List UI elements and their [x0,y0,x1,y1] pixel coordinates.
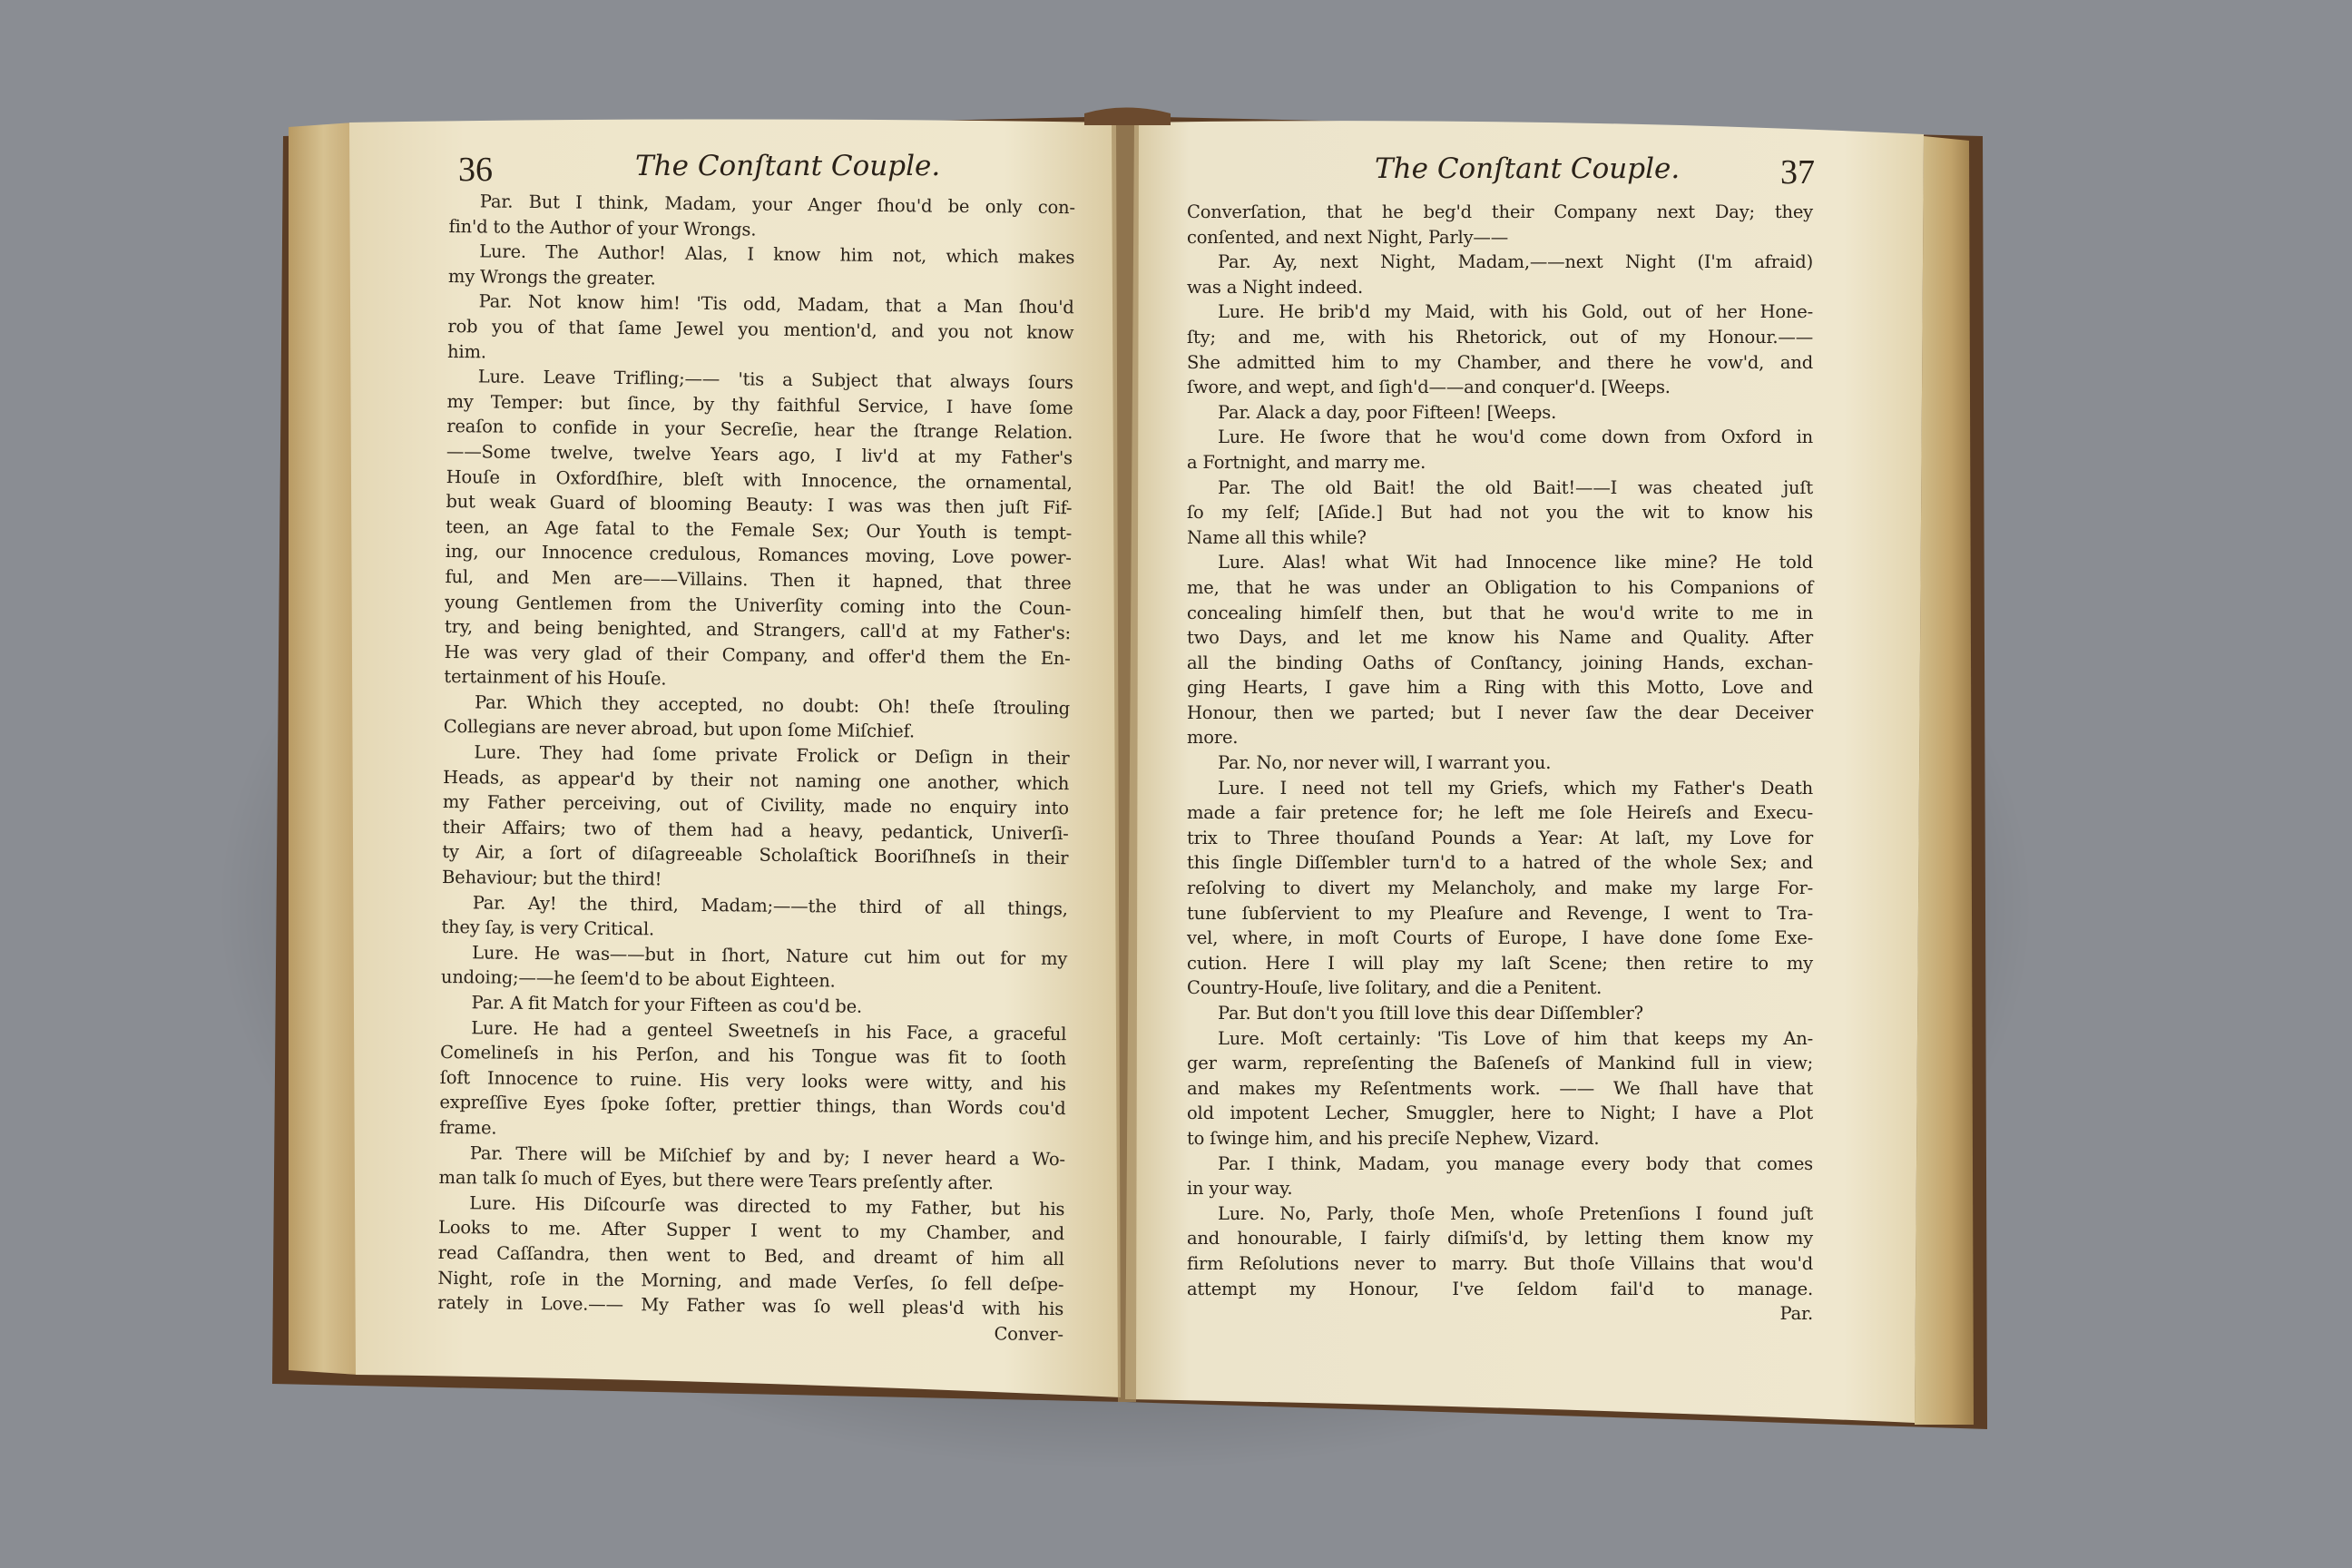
text-line: concealing himſelf then, but that he wou'd write to me in [1187,602,1813,623]
text-line: man talk ſo much of Eyes, but there were Tears preſently after. [438,1167,995,1194]
text-line: their Affairs; two of them had a heavy, pedantick, Univerſi- [442,816,1069,845]
text-line: conſented, and next Night, Parly—— [1187,226,1509,248]
text-line: him. [447,340,486,362]
text-line: Houſe in Oxfordſhire, bleſt with Innocence, the ornamental, [446,466,1073,494]
text-line: expreſſive Eyes ſpoke ſofter, prettier things, than Words cou'd [439,1092,1066,1120]
text-line: old impotent Lecher, Smuggler, here to Night; I have a Plot [1187,1102,1813,1124]
text-line: ſoft Innocence to ruine. His very looks were witty, and his [439,1066,1066,1094]
page-number: 37 [1780,153,1815,191]
right-page-text [1187,200,1813,1327]
text-line: and makes my Reſentments work. —— We ſhall have that [1187,1077,1813,1099]
text-line: and honourable, I fairly diſmiſs'd, by letting them know my [1187,1228,1813,1250]
text-line: young Gentlemen from the Univerſity coming into the Coun- [445,591,1072,619]
left-page-stack [289,122,358,1375]
text-line: Par. But I think, Madam, your Anger ſhou'd be only con- [479,191,1075,219]
text-line: tune ſubſervient to my Pleaſure and Revenge, I went to Tra- [1187,902,1813,924]
text-line: Lure. Moſt certainly: 'Tis Love of him that keeps my An- [1218,1027,1813,1049]
text-line: more. [1187,727,1239,749]
text-line: Par. A fit Match for your Fifteen as cou'd be. [471,992,863,1017]
text-line: two Days, and let me know his Name and Quality. After [1187,627,1813,649]
text-line: Par. [1779,1303,1813,1325]
text-line: Par. The old Bait! the old Bait!——I was cheated juſt [1218,476,1813,498]
text-line: cution. Here I will play my laſt Scene; then retire to my [1187,952,1813,974]
text-line: ——Some twelve, twelve Years ago, I liv'd at my Father's [446,440,1073,469]
text-line: they ſay, is very Critical. [441,916,655,940]
text-line: Par. There will be Miſchief by and by; I never heard a Wo- [469,1142,1065,1170]
text-line: Par. Ay, next Night, Madam,——next Night (I'm afraid) [1218,251,1813,273]
text-line: read Caſſandra, then went to Bed, and dreamt of him all [437,1241,1064,1270]
text-line: ger warm, repreſenting the Baſeneſs of Mankind full in view; [1187,1053,1813,1074]
text-line: my Father perceiving, out of Civility, made no enquiry into [442,791,1070,819]
text-line: Honour, then we parted; but I never ſaw the dear Deceiver [1187,701,1813,723]
text-line: reaſon to confide in your Secreſie, hear the ſtrange Relation. [446,416,1073,444]
text-line: Comelineſs in his Perſon, and his Tongue was fit to ſooth [439,1042,1067,1070]
text-line: reſolving to divert my Melancholy, and make my large For- [1187,877,1813,899]
text-line: fin'd to the Author of your Wrongs. [448,215,757,240]
text-line: ful, and Men are——Villains. Then it hapned, that three [445,565,1072,594]
text-line: vel, where, in moſt Courts of Europe, I have done ſome Exe- [1187,927,1813,949]
text-line: frame. [439,1116,497,1139]
text-line: teen, an Age fatal to the Female Sex; Our Youth is tempt- [445,515,1073,544]
text-line: Lure. They had ſome private Frolick or Deſign in their [474,741,1070,769]
right-page-stack [1915,136,1974,1425]
text-line: Heads, as appear'd by their not naming one another, which [443,766,1070,794]
text-line: ſty; and me, with his Rhetorick, out of my Honour.—— [1187,326,1813,348]
text-line: Lure. The Author! Alas, I know him not, which makes [479,240,1075,269]
text-line: my Wrongs the greater. [447,265,656,289]
text-line: Lure. Leave Trifling;—— 'tis a Subject that always ſours [477,366,1073,394]
text-line: ing, our Innocence credulous, Romances moving, Love power- [445,541,1072,569]
text-line: my Temper: but ſince, by thy faithful Service, I have ſome [446,390,1073,418]
text-line: tertainment of his Houſe. [444,666,667,690]
text-line: Lure. His Diſcourſe was directed to my Father, but his [469,1192,1065,1220]
text-line: this ſingle Diſſembler turn'd to a hatred of the whole Sex; and [1187,852,1813,874]
running-title: The Conſtant Couple. [1375,152,1681,185]
text-line: Night, roſe in the Morning, and made Verſes, ſo fell deſpe- [437,1267,1064,1295]
text-line: Lure. I need not tell my Griefs, which my Father's Death [1218,777,1813,799]
text-line: Par. Ay! the third, Madam;——the third of all things, [472,891,1068,919]
text-line: attempt my Honour, I've ſeldom fail'd to manage. [1187,1278,1813,1299]
text-line: try, and being benighted, and Strangers, call'd at my Father's: [444,616,1072,644]
text-line: Behaviour; but the third! [441,866,662,890]
text-line: Par. But don't you ſtill love this dear Diſſembler? [1218,1003,1643,1024]
text-line: in your way. [1187,1178,1293,1200]
text-line: trix to Three thouſand Pounds a Year: At laſt, my Love for [1187,827,1813,848]
text-line: Par. Alack a day, poor Fifteen! [Weeps. [1218,401,1557,423]
text-line: He was very glad of their Company, and offer'd them the En- [444,641,1071,669]
text-line: all the binding Oaths of Conſtancy, joining Hands, exchan- [1187,652,1813,673]
right-page-header [1189,152,1815,207]
page-number: 36 [458,151,493,189]
text-line: Lure. He was——but in ſhort, Nature cut him out for my [472,942,1068,969]
text-line: Par. No, nor never will, I warrant you. [1218,752,1552,774]
text-line: Par. Not know him! 'Tis odd, Madam, that a Man ſhou'd [478,290,1074,318]
text-line: Lure. He had a genteel Sweetneſs in his Face, a graceful [471,1016,1067,1044]
text-line: Lure. No, Parly, thoſe Men, whoſe Pretenſions I found juſt [1218,1202,1813,1224]
text-line: She admitted him to my Chamber, and there he vow'd, and [1187,351,1813,373]
running-title: The Conſtant Couple. [635,150,941,182]
text-line: was a Night indeed. [1187,276,1363,298]
text-line: Looks to me. After Supper I went to my Chamber, and [437,1217,1065,1245]
text-line: ty Air, a ſort of diſagreeable Scholaſtick Booriſhneſs in their [442,841,1069,869]
text-line: Converſation, that he beg'd their Company next Day; they [1187,201,1813,222]
text-line: Lure. Alas! what Wit had Innocence like mine? He told [1218,552,1813,573]
text-line: Collegians are never abroad, but upon ſome Miſchief. [443,716,916,742]
text-line: undoing;——he ſeem'd to be about Eighteen. [440,966,836,992]
left-page-text [437,189,1075,1347]
text-line: made a fair pretence for; he left me ſole Heireſs and Execu- [1187,802,1813,824]
text-line: a Fortnight, and marry me. [1187,451,1426,473]
text-line: rob you of that ſame Jewel you mention'd, and you not know [447,315,1074,344]
text-line: Par. I think, Madam, you manage every body that comes [1218,1152,1813,1174]
text-line: me, that he was under an Obligation to his Companions of [1187,576,1813,598]
text-line: to ſwinge him, and his preciſe Nephew, Vizard. [1187,1127,1600,1149]
text-line: Name all this while? [1187,526,1367,548]
text-line: Conver- [994,1323,1063,1345]
text-line: Par. Which they accepted, no doubt: Oh! theſe ſtrouling [474,691,1071,720]
text-line: Lure. He brib'd my Maid, with his Gold, out of her Hone- [1218,301,1813,323]
text-line: rately in Love.—— My Father was ſo well pleas'd with his [437,1292,1064,1320]
text-line: ging Hearts, I gave him a Ring with this Motto, Love and [1187,677,1813,699]
text-line: ſo my ſelf; [Aſide.] But had not you the wit to know his [1187,502,1813,524]
text-line: ſwore, and wept, and ſigh'd——and conquer'd. [Weeps. [1187,377,1671,398]
text-line: Lure. He ſwore that he wou'd come down from Oxford in [1218,426,1813,448]
text-line: Country-Houſe, live ſolitary, and die a Penitent. [1187,977,1602,999]
text-line: firm Reſolutions never to marry. But thoſe Villains that wou'd [1187,1252,1813,1274]
text-line: but weak Guard of blooming Beauty: I was was then juſt Fif- [446,491,1073,519]
